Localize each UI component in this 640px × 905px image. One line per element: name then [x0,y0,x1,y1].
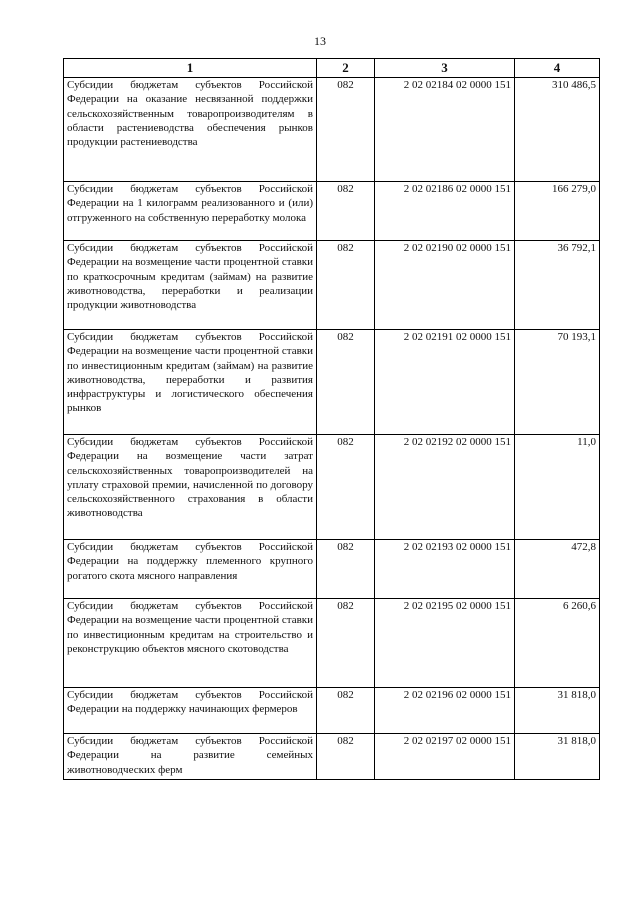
column-header-3: 3 [375,59,515,78]
row-admin-code: 082 [317,734,375,780]
row-admin-code: 082 [317,241,375,330]
row-amount: 6 260,6 [515,599,600,688]
row-amount: 70 193,1 [515,330,600,435]
row-admin-code: 082 [317,540,375,599]
row-description: Субсидии бюджетам субъектов Российской Федерации на возмещение части затрат сельскохозяйственных товаропроизводителей на уплату страховой премии, начисленной по договору сельскохозяйственного страхования в области животноводства [64,435,317,540]
table-row [64,599,600,688]
page-number: 13 [314,34,326,48]
table-row [64,540,600,599]
row-admin-code: 082 [317,330,375,435]
row-description: Субсидии бюджетам субъектов Российской Федерации на возмещение части процентной ставки по инвестиционным кредитам (займам) на развитие животноводства, переработки и развития инфраструктуры и логистического обеспечения рынков [64,330,317,435]
table-row [64,182,600,241]
row-budget-code: 2 02 02186 02 0000 151 [375,182,515,241]
table-row [64,330,600,435]
row-budget-code: 2 02 02193 02 0000 151 [375,540,515,599]
row-description: Субсидии бюджетам субъектов Российской Федерации на возмещение части процентной ставки по инвестиционным кредитам на строительство и реконструкцию объектов мясного скотоводства [64,599,317,688]
budget-table [63,58,600,780]
row-amount: 472,8 [515,540,600,599]
table-row [64,435,600,540]
row-budget-code: 2 02 02191 02 0000 151 [375,330,515,435]
row-amount: 36 792,1 [515,241,600,330]
row-amount: 31 818,0 [515,688,600,734]
row-budget-code: 2 02 02190 02 0000 151 [375,241,515,330]
row-admin-code: 082 [317,78,375,182]
row-admin-code: 082 [317,182,375,241]
row-description: Субсидии бюджетам субъектов Российской Федерации на 1 килограмм реализованного и (или) отгруженного на собственную переработку молока [64,182,317,241]
table-row [64,734,600,780]
table-row [64,241,600,330]
row-budget-code: 2 02 02184 02 0000 151 [375,78,515,182]
row-description: Субсидии бюджетам субъектов Российской Федерации на поддержку начинающих фермеров [64,688,317,734]
table-row [64,78,600,182]
column-header-1: 1 [64,59,317,78]
row-amount: 11,0 [515,435,600,540]
header-row [64,59,600,78]
row-budget-code: 2 02 02192 02 0000 151 [375,435,515,540]
row-description: Субсидии бюджетам субъектов Российской Федерации на возмещение части процентной ставки по краткосрочным кредитам (займам) на развитие животноводства, переработки и реализации продукции животноводства [64,241,317,330]
row-budget-code: 2 02 02195 02 0000 151 [375,599,515,688]
row-budget-code: 2 02 02196 02 0000 151 [375,688,515,734]
row-description: Субсидии бюджетам субъектов Российской Федерации на развитие семейных животноводческих ферм [64,734,317,780]
row-admin-code: 082 [317,688,375,734]
row-admin-code: 082 [317,435,375,540]
row-amount: 166 279,0 [515,182,600,241]
row-description: Субсидии бюджетам субъектов Российской Федерации на поддержку племенного крупного рогатого скота мясного направления [64,540,317,599]
row-description: Субсидии бюджетам субъектов Российской Федерации на оказание несвязанной поддержки сельскохозяйственным товаропроизводителям в области растениеводства обеспечения рынков продукции растениеводства [64,78,317,182]
row-budget-code: 2 02 02197 02 0000 151 [375,734,515,780]
row-amount: 31 818,0 [515,734,600,780]
table-row [64,688,600,734]
column-header-4: 4 [515,59,600,78]
column-header-2: 2 [317,59,375,78]
row-admin-code: 082 [317,599,375,688]
row-amount: 310 486,5 [515,78,600,182]
